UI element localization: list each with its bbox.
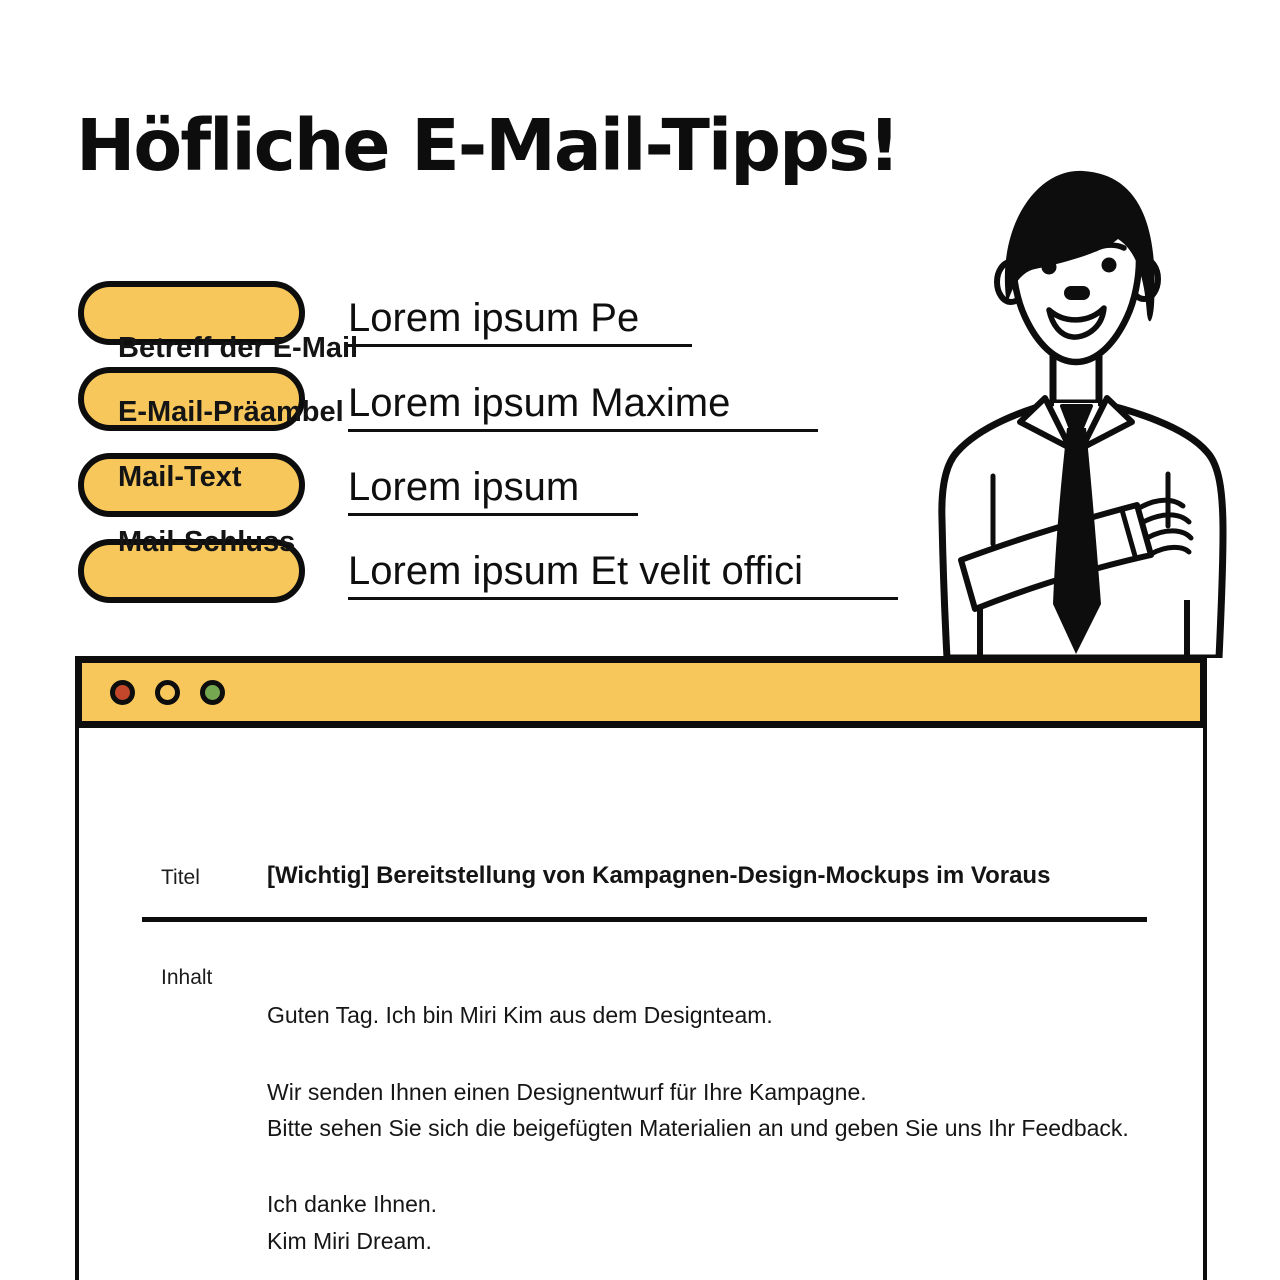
email-body-line: Guten Tag. Ich bin Miri Kim aus dem Designteam. [267,1002,773,1028]
divider-rule [142,917,1147,922]
man-illustration [925,160,1240,658]
nose [1064,286,1090,300]
email-subject: [Wichtig] Bereitstellung von Kampagnen-Design-Mockups im Voraus [267,862,1051,889]
eye-left [1042,260,1057,275]
pill-label-praeambel: E-Mail-Präambel [118,396,344,428]
email-title-label: Titel [161,866,200,889]
eye-right [1102,258,1117,273]
email-panel [75,728,1207,1280]
placeholder-line-mail-text: Lorem ipsum [348,466,638,516]
email-body-line: Bitte sehen Sie sich die beigefügten Materialien an und geben Sie uns Ihr Feedback. [267,1115,1129,1141]
browser-window [75,656,1207,1280]
window-minimize-button [155,680,180,705]
window-titlebar [75,656,1207,728]
placeholder-line-mail-schluss: Lorem ipsum Et velit offici [348,550,898,600]
window-close-button [110,680,135,705]
email-body-line: Wir senden Ihnen einen Designentwurf für Ihre Kampagne. [267,1079,867,1105]
pill-label-betreff: Betreff der E-Mail [118,332,359,364]
placeholder-line-betreff: Lorem ipsum Pe [348,297,692,347]
pill-label-mail-text: Mail-Text [118,461,242,493]
placeholder-line-praeambel: Lorem ipsum Maxime [348,382,818,432]
pill-label-mail-schluss: Mail-Schluss [118,526,296,558]
page-title: Höfliche E-Mail-Tipps! [76,104,899,187]
window-maximize-button [200,680,225,705]
email-body-line: Ich danke Ihnen. [267,1191,438,1217]
email-body-label: Inhalt [161,966,213,989]
email-body-line: Kim Miri Dream. [267,1228,432,1254]
